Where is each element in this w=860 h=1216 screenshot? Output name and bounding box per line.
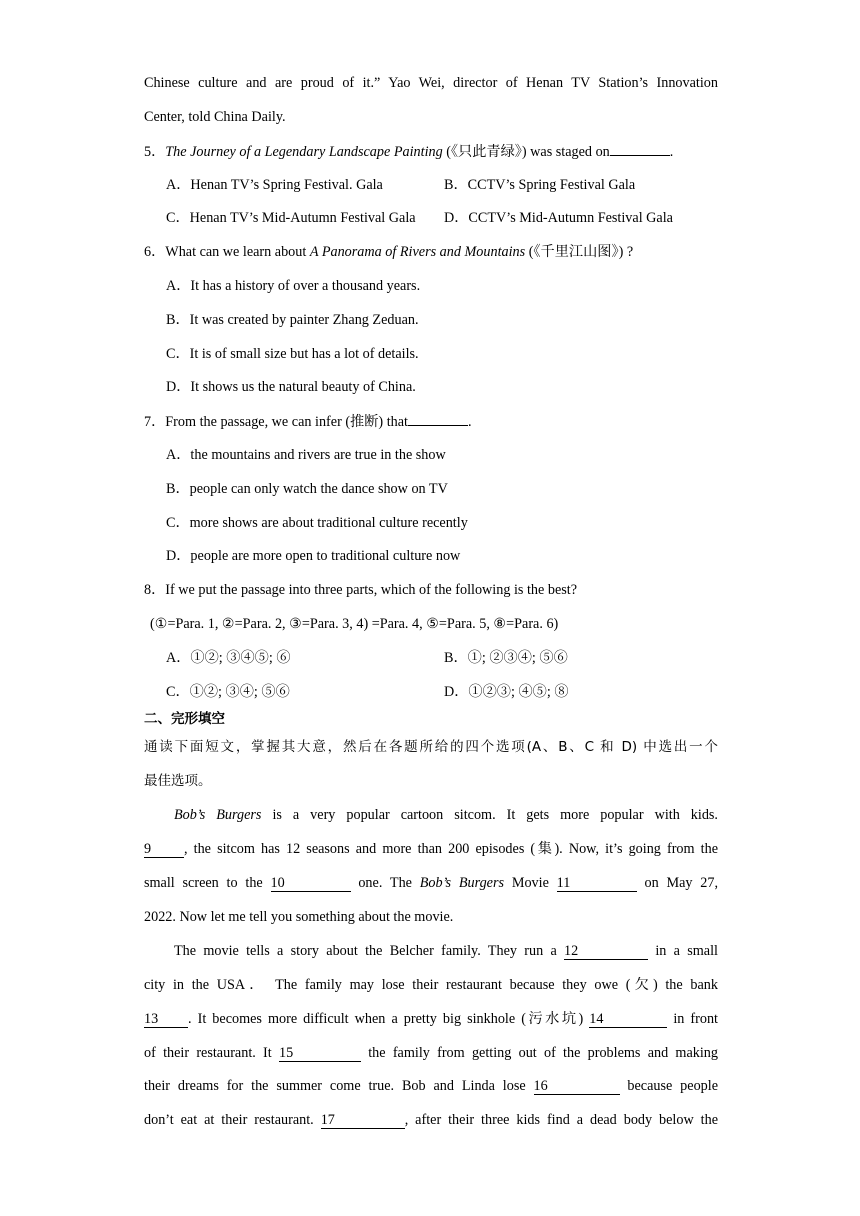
question-number: 5． <box>144 144 166 160</box>
question-6-stem: 6．What can we learn about A Panorama of Rivers and Mountains (《千里江山图》) ? <box>144 244 634 260</box>
cloze-gap-17: 17 <box>321 1113 405 1129</box>
cloze-line: small screen to the 10 one. The Bob’s Burgers Movie 11 on May 27, <box>144 875 718 891</box>
option-b: B．①; ②③④; ⑤⑥ <box>444 650 568 666</box>
cloze-gap-13: 13 <box>144 1012 188 1028</box>
cloze-gap-16: 16 <box>534 1079 620 1095</box>
cloze-line: Bob’s Burgers is a very popular cartoon sitcom. It gets more popular with kids. <box>174 807 718 823</box>
cloze-line: The movie tells a story about the Belcher family. They run a 12 in a small <box>174 943 718 959</box>
work-title: A Panorama of Rivers and Mountains <box>309 244 526 260</box>
option-d: D．CCTV’s Mid-Autumn Festival Gala <box>444 210 673 226</box>
section-instruction: 通读下面短文，掌握其大意，然后在各题所给的四个选项(A、B、C 和 D) 中选出一个 <box>144 739 718 755</box>
option-c: C．①②; ③④; ⑤⑥ <box>166 684 290 700</box>
cloze-line: 2022. Now let me tell you something about the movie. <box>144 909 454 925</box>
option-c: C．It is of small size but has a lot of details. <box>166 346 419 362</box>
question-number: 8． <box>144 582 166 598</box>
passage-line: Chinese culture and are proud of it.” Yao Wei, director of Henan TV Station’s Innovation <box>144 75 718 91</box>
section-heading: 二、完形填空 <box>144 711 225 727</box>
cloze-line: of their restaurant. It 15 the family from getting out of the problems and making <box>144 1045 718 1061</box>
passage-line: Center, told China Daily. <box>144 109 286 125</box>
cloze-line: their dreams for the summer come true. Bob and Linda lose 16 because people <box>144 1078 719 1094</box>
cloze-line: 9 , the sitcom has 12 seasons and more than 200 episodes (集). Now, it’s going from the <box>144 841 718 857</box>
option-b: B．CCTV’s Spring Festival Gala <box>444 177 636 193</box>
question-5-stem: 5．The Journey of a Legendary Landscape Painting (《只此青绿》) was staged on . <box>144 141 673 162</box>
question-8-note: (①=Para. 1, ②=Para. 2, ③=Para. 3, 4) =Para. 4, ⑤=Para. 5, ⑧=Para. 6) <box>150 616 559 632</box>
show-title: Bob’s Burgers <box>174 807 262 823</box>
option-a: A．Henan TV’s Spring Festival. Gala <box>166 177 383 193</box>
cloze-line: 13 . It becomes more difficult when a pretty big sinkhole (污水坑) 14 in front <box>144 1011 718 1027</box>
option-d: D．①②③; ④⑤; ⑧ <box>444 684 569 700</box>
question-7-stem: 7．From the passage, we can infer (推断) that . <box>144 411 472 432</box>
option-c: C．Henan TV’s Mid-Autumn Festival Gala <box>166 210 416 226</box>
cloze-gap-11: 11 <box>557 876 637 892</box>
option-d: D．It shows us the natural beauty of China. <box>166 379 416 395</box>
work-title: The Journey of a Legendary Landscape Painting <box>165 144 443 160</box>
option-a: A．It has a history of over a thousand years. <box>166 278 421 294</box>
show-title: Bob’s Burgers <box>419 875 505 891</box>
answer-blank <box>610 141 670 156</box>
option-c: C．more shows are about traditional culture recently <box>166 515 468 531</box>
question-number: 7． <box>144 414 166 430</box>
option-b: B．people can only watch the dance show on TV <box>166 481 448 497</box>
cloze-gap-10: 10 <box>271 876 351 892</box>
cloze-gap-12: 12 <box>564 944 648 960</box>
cloze-gap-9: 9 <box>144 842 184 858</box>
question-8-stem: 8．If we put the passage into three parts, which of the following is the best? <box>144 582 578 598</box>
option-b: B．It was created by painter Zhang Zeduan. <box>166 312 419 328</box>
cloze-gap-14: 14 <box>589 1012 667 1028</box>
option-d: D．people are more open to traditional culture now <box>166 548 461 564</box>
cloze-gap-15: 15 <box>279 1046 361 1062</box>
section-instruction: 最佳选项。 <box>144 773 212 789</box>
question-number: 6． <box>144 244 166 260</box>
option-a: A．the mountains and rivers are true in the show <box>166 447 446 463</box>
answer-blank <box>408 411 468 426</box>
option-a: A．①②; ③④⑤; ⑥ <box>166 650 291 666</box>
cloze-line: city in the USA． The family may lose their restaurant because they owe (欠) the bank <box>144 977 718 993</box>
cloze-line: don’t eat at their restaurant. 17 , after their three kids find a dead body below the <box>144 1112 718 1128</box>
